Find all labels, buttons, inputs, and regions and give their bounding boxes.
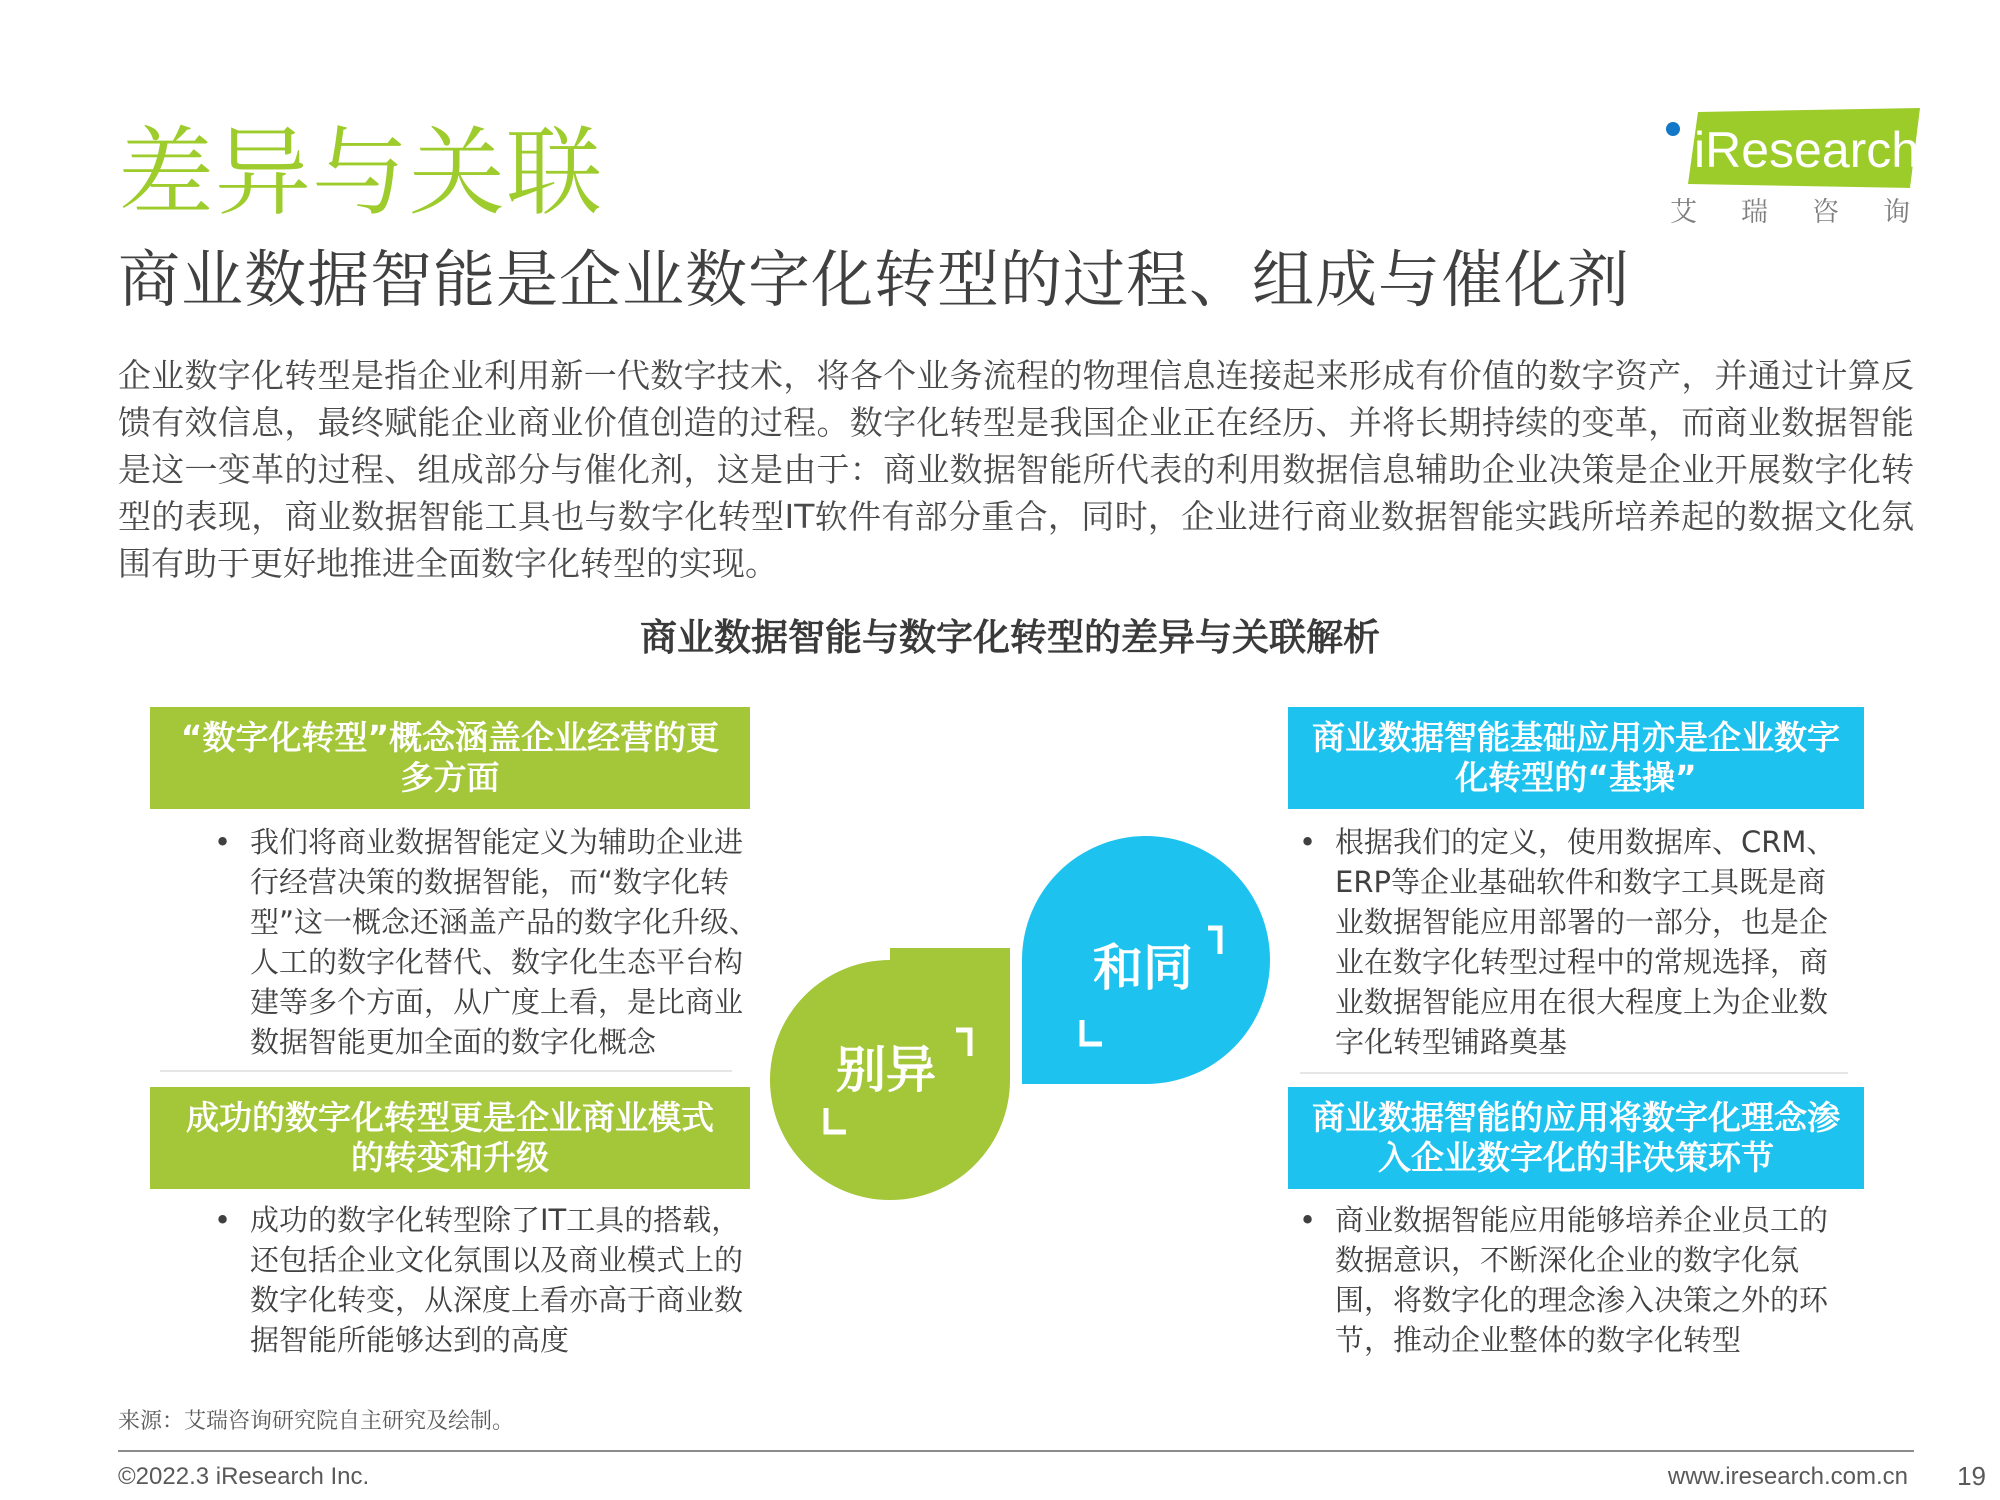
right-header-2 xyxy=(1288,1087,1864,1189)
iresearch-logo xyxy=(1660,108,1954,228)
right-header-1-text: 商业数据智能基础应用亦是企业数字化转型的“基操” xyxy=(1312,718,1840,797)
logo-subtitle: 艾瑞咨询 xyxy=(1670,197,1954,228)
bullet-dot: • xyxy=(214,1203,232,1237)
left-header-1-text: “数字化转型”概念涵盖企业经营的更多方面 xyxy=(180,718,720,797)
page-title: 差异与关联 xyxy=(118,117,603,229)
right-header-2-text: 商业数据智能的应用将数字化理念渗入企业数字化的非决策环节 xyxy=(1312,1098,1840,1177)
logo-name: iResearch xyxy=(1694,122,1920,178)
left-bullet-2 xyxy=(214,1200,760,1360)
source-note: 来源：艾瑞咨询研究院自主研究及绘制。 xyxy=(118,1409,515,1434)
left-header-2-text: 成功的数字化转型更是企业商业模式的转变和升级 xyxy=(186,1098,714,1177)
footer-website[interactable]: www.iresearch.com.cn xyxy=(1667,1463,1908,1490)
right-header-1 xyxy=(1288,707,1864,809)
right-bullet-2 xyxy=(1299,1200,1845,1360)
bullet-dot: • xyxy=(1299,1203,1317,1237)
left-header-2 xyxy=(150,1087,750,1189)
footer-copyright: ©2022.3 iResearch Inc. xyxy=(118,1463,370,1490)
right-bullet-2-text: 商业数据智能应用能够培养企业员工的数据意识，不断深化企业的数字化氛围，将数字化的理念渗入决策之外的环节，推动企业整体的数字化转型 xyxy=(1335,1203,1829,1357)
center-leaf-diagram xyxy=(760,830,1280,1210)
left-divider xyxy=(160,1070,732,1072)
left-header-1 xyxy=(150,707,750,809)
left-bullet-1-text: 我们将商业数据智能定义为辅助企业进行经营决策的数据智能，而“数字化转型”这一概念还涵盖产品的数字化升级、人工的数字化替代、数字化生态平台构建等多个方面，从广度上看，是比商业数据智能更加全面的数字化概念 xyxy=(250,825,759,1059)
bullet-dot: • xyxy=(214,825,232,859)
page-number: 19 xyxy=(1957,1461,1986,1491)
intro-paragraph: 企业数字化转型是指企业利用新一代数字技术，将各个业务流程的物理信息连接起来形成有价值的数字资产，并通过计算反馈有效信息，最终赋能企业商业价值创造的过程。数字化转型是我国企业正在经历、并将长期持续的变革，而商业数据智能是这一变革的过程、组成部分与催化剂，这是由于：商业数据智能所代表的利用数据信息辅助企业决策是企业开展数字化转型的表现，商业数据智能工具也与数字化转型IT软件有部分重合，同时，企业进行商业数据智能实践所培养起的数据文化氛围有助于更好地推进全面数字化转型的实现。 xyxy=(118,356,1914,583)
diagram-title: 商业数据智能与数字化转型的差异与关联解析 xyxy=(640,616,1380,659)
logo-dot-icon xyxy=(1666,122,1680,136)
footer-divider xyxy=(118,1450,1914,1452)
right-bullet-1 xyxy=(1299,822,1845,1062)
page-subtitle: 商业数据智能是企业数字化转型的过程、组成与催化剂 xyxy=(118,243,1631,316)
right-bullet-1-text: 根据我们的定义，使用数据库、CRM、ERP等企业基础软件和数字工具既是商业数据智能应用部署的一部分，也是企业在数字化转型过程中的常规选择，商业数据智能应用在很大程度上为企业数字化转型铺路奠基 xyxy=(1335,825,1836,1059)
bullet-dot: • xyxy=(1299,825,1317,859)
right-divider xyxy=(1300,1072,1848,1074)
left-bullet-1 xyxy=(214,822,760,1062)
center-label-similarity: 和同 xyxy=(1093,939,1193,997)
left-bullet-2-text: 成功的数字化转型除了IT工具的搭载，还包括企业文化氛围以及商业模式上的数字化转变，从深度上看亦高于商业数据智能所能够达到的高度 xyxy=(250,1203,744,1357)
center-label-difference: 别异 xyxy=(836,1041,936,1099)
